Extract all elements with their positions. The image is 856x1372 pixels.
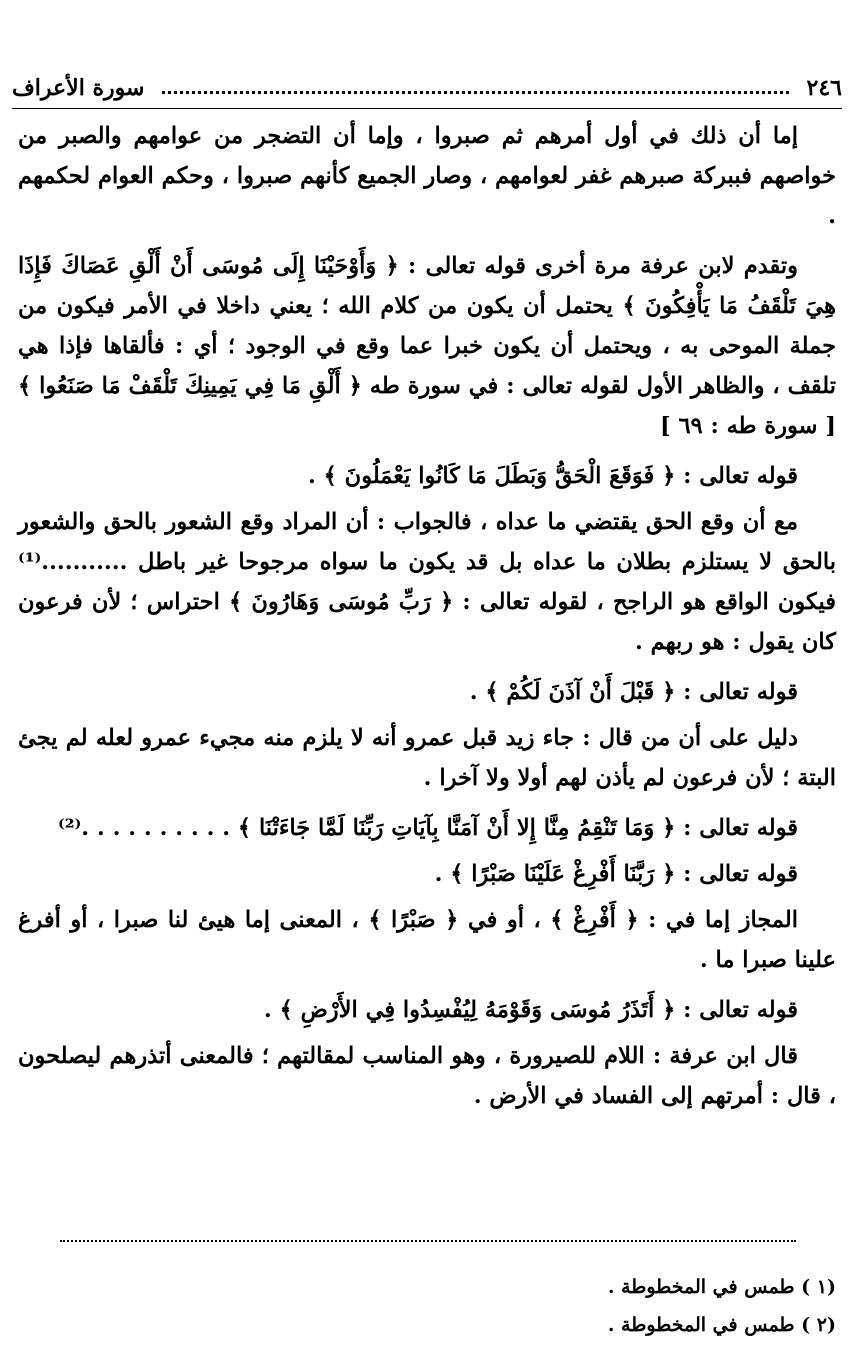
main-text bbox=[18, 116, 836, 1126]
paragraph: مع أن وقع الحق يقتضي ما عداه ، فالجواب : أن المراد وقع الشعور بالحق والشعور بالحق لا يستلزم بطلان ما عداه بل قد يكون ما سواه مرجوحا غير باطل ...........⁽¹⁾ فيكون الواقع هو الراجح ، لقوله تعالى : ﴿ رَبِّ مُوسَى وَهَارُونَ ﴾ احتراس ؛ لأن فرعون كان يقول : هو ربهم . bbox=[18, 509, 836, 655]
verse-heading: قوله تعالى : ﴿ فَوَقَعَ الْحَقُّ وَبَطَلَ مَا كَانُوا يَعْمَلُونَ ﴾ . bbox=[307, 463, 798, 489]
header-dotted-leader bbox=[162, 91, 788, 94]
paragraph: قال ابن عرفة : اللام للصيرورة ، وهو المناسب لمقالتهم ؛ فالمعنى أتذرهم ليصلحون ، قال : أمرتهم إلى الفساد في الأرض . bbox=[18, 1043, 836, 1109]
footnote: (٢ ) طمس في المخطوطة . bbox=[607, 1314, 836, 1336]
surah-title: سورة الأعراف bbox=[12, 75, 145, 101]
footnote: (١ ) طمس في المخطوطة . bbox=[607, 1276, 836, 1298]
footnote-separator bbox=[60, 1240, 796, 1242]
paragraph: المجاز إما في : ﴿ أَفْرِغْ ﴾ ، أو في ﴿ صَبْرًا ﴾ ، المعنى إما هيئ لنا صبرا ، أو أفرغ علينا صبرا ما . bbox=[18, 907, 836, 973]
page-header bbox=[12, 70, 842, 106]
verse-heading: قوله تعالى : ﴿ وَمَا تَنْقِمُ مِنَّا إِلا أَنْ آمَنَّا بِآيَاتِ رَبِّنَا لَمَّا جَاءَتْنَا ﴾ . . . . . . . . . .⁽²⁾ bbox=[58, 815, 798, 841]
header-rule bbox=[12, 108, 842, 109]
paragraph: إما أن ذلك في أول أمرهم ثم صبروا ، وإما أن التضجر من عوامهم والصبر من خواصهم فببركة صبرهم غفر لعوامهم ، وصار الجميع كأنهم صبروا ، وحكم العوام لحكمهم . bbox=[18, 123, 836, 229]
verse-heading: قوله تعالى : ﴿ أَتَذَرُ مُوسَى وَقَوْمَهُ لِيُفْسِدُوا فِي الأَرْضِ ﴾ . bbox=[263, 997, 798, 1023]
footnotes bbox=[20, 1268, 836, 1344]
paragraph: دليل على أن من قال : جاء زيد قبل عمرو أنه لا يلزم منه مجيء عمرو لعله لم يجئ البتة ؛ لأن فرعون لم يأذن لهم أولا ولا آخرا . bbox=[18, 725, 836, 791]
verse-heading: قوله تعالى : ﴿ رَبَّنَا أَفْرِغْ عَلَيْنَا صَبْرًا ﴾ . bbox=[434, 861, 798, 887]
paragraph: وتقدم لابن عرفة مرة أخرى قوله تعالى : ﴿ وَأَوْحَيْنَا إِلَى مُوسَى أَنْ أَلْقِ عَصَاكَ فَإِذَا هِيَ تَلْقَفُ مَا يَأْفِكُونَ ﴾ يحتمل أن يكون من كلام الله ؛ يعني داخلا في الأمر فيكون من جملة الموحى به ، ويحتمل أن يكون خبرا عما وقع في الوجود ؛ أي : فألقاها فإذا هي تلقف ، والظاهر الأول لقوله تعالى : في سورة طه ﴿ أَلْقِ مَا فِي يَمِينِكَ تَلْقَفْ مَا صَنَعُوا ﴾ [ سورة طه : ٦٩ ] bbox=[18, 253, 836, 439]
page-number: ٢٤٦ bbox=[806, 75, 842, 101]
verse-heading: قوله تعالى : ﴿ قَبْلَ أَنْ آذَنَ لَكُمْ ﴾ . bbox=[469, 679, 798, 705]
